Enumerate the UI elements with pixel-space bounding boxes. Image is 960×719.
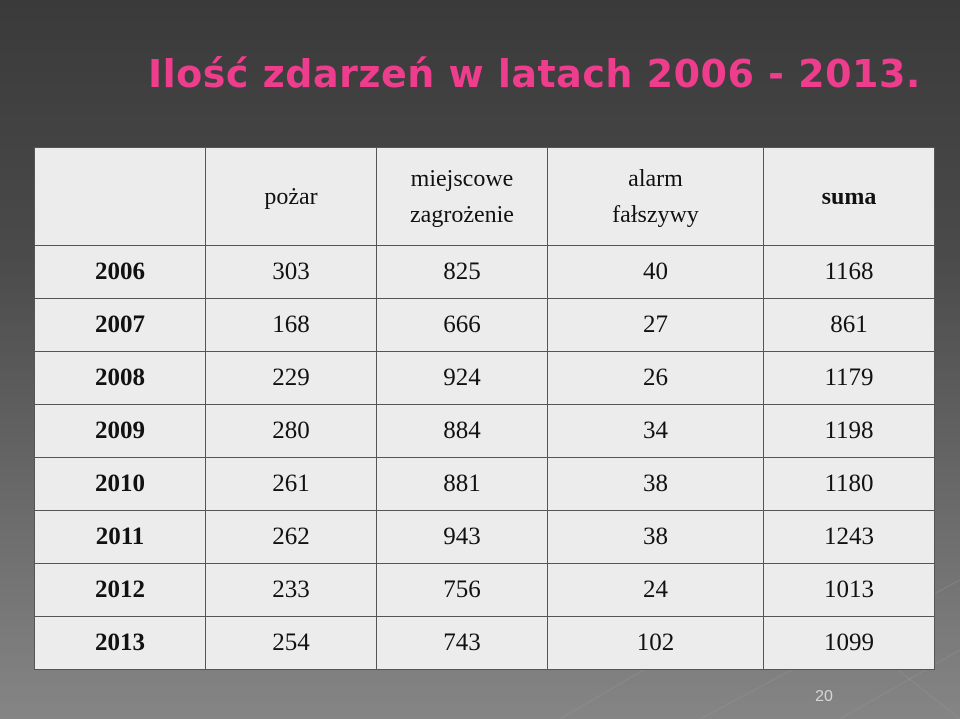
year-cell: 2011 [35,511,206,564]
local-hazard-cell: 881 [377,458,548,511]
year-cell: 2006 [35,246,206,299]
table-row [35,564,935,617]
year-cell: 2010 [35,458,206,511]
header-line: zagrożenie [410,201,514,228]
local-hazard-cell: 756 [377,564,548,617]
table-row [35,246,935,299]
false-alarm-cell: 27 [548,299,764,352]
sum-cell: 1243 [764,511,935,564]
sum-cell: 1180 [764,458,935,511]
events-table [34,147,935,670]
fire-cell: 254 [206,617,377,670]
year-cell: 2012 [35,564,206,617]
year-cell: 2007 [35,299,206,352]
header-local-hazard [377,148,548,246]
table-row [35,458,935,511]
table-header-row [35,148,935,246]
table-row [35,352,935,405]
table-body [35,246,935,670]
header-line: fałszywy [612,201,699,228]
local-hazard-cell: 666 [377,299,548,352]
sum-cell: 861 [764,299,935,352]
header-line: pożar [264,183,318,210]
header-line: alarm [628,165,683,192]
sum-cell: 1168 [764,246,935,299]
year-cell: 2013 [35,617,206,670]
fire-cell: 261 [206,458,377,511]
local-hazard-cell: 943 [377,511,548,564]
page-title: Ilość zdarzeń w latach 2006 - 2013. [148,52,921,96]
false-alarm-cell: 38 [548,458,764,511]
local-hazard-cell: 884 [377,405,548,458]
fire-cell: 280 [206,405,377,458]
false-alarm-cell: 102 [548,617,764,670]
table-row [35,405,935,458]
local-hazard-cell: 743 [377,617,548,670]
false-alarm-cell: 34 [548,405,764,458]
header-year [35,148,206,246]
sum-cell: 1198 [764,405,935,458]
local-hazard-cell: 825 [377,246,548,299]
year-cell: 2009 [35,405,206,458]
sum-cell: 1013 [764,564,935,617]
header-line: miejscowe [410,165,514,192]
false-alarm-cell: 26 [548,352,764,405]
sum-cell: 1099 [764,617,935,670]
table-row [35,617,935,670]
local-hazard-cell: 924 [377,352,548,405]
table-row [35,511,935,564]
fire-cell: 303 [206,246,377,299]
header-false-alarm [548,148,764,246]
false-alarm-cell: 40 [548,246,764,299]
fire-cell: 229 [206,352,377,405]
header-sum [764,148,935,246]
table-row [35,299,935,352]
false-alarm-cell: 24 [548,564,764,617]
page-number: 20 [815,688,833,705]
header-fire [206,148,377,246]
fire-cell: 262 [206,511,377,564]
sum-cell: 1179 [764,352,935,405]
fire-cell: 168 [206,299,377,352]
year-cell: 2008 [35,352,206,405]
header-line: suma [821,183,877,210]
fire-cell: 233 [206,564,377,617]
false-alarm-cell: 38 [548,511,764,564]
